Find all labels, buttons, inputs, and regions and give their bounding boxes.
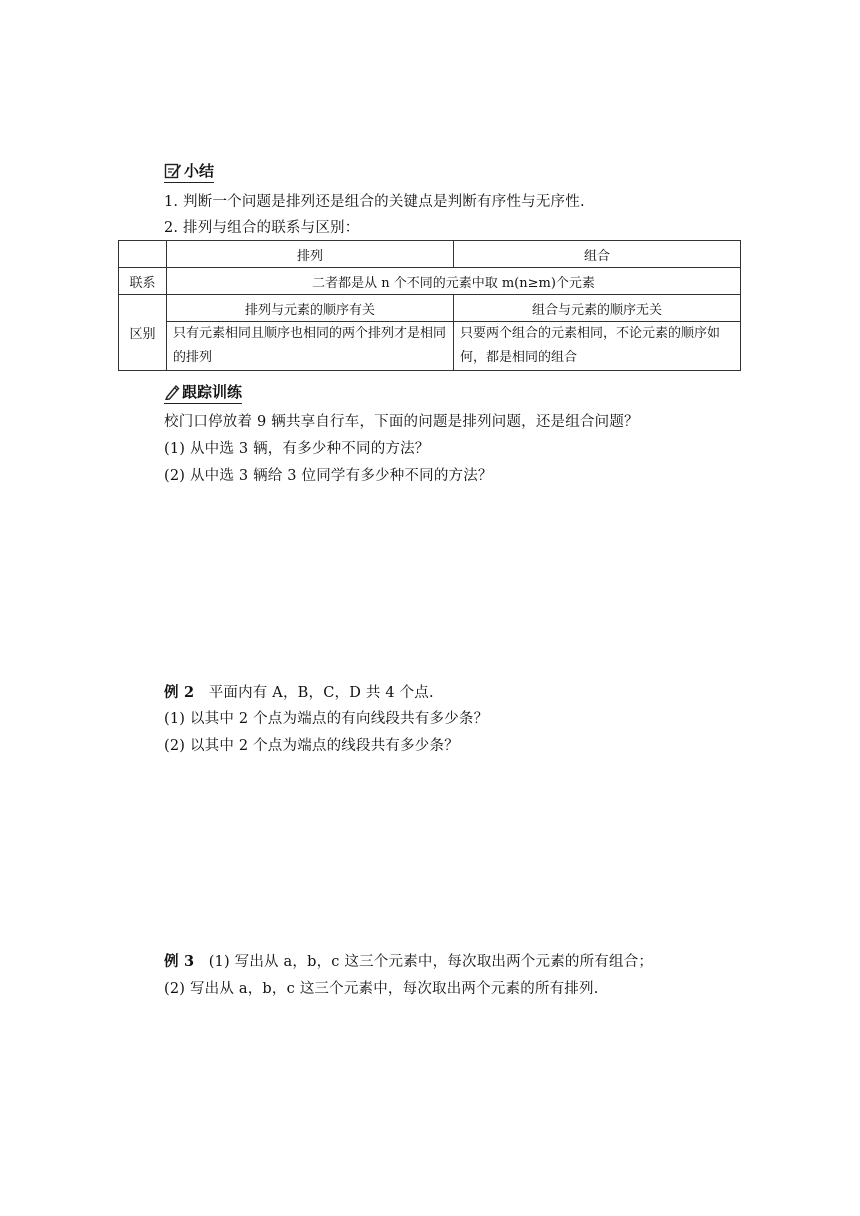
practice-question-1: (1) 从中选 3 辆，有多少种不同的方法？ [164,441,430,457]
example-2-statement [164,681,434,702]
practice-heading-text: 跟踪训练 [182,383,243,401]
table-link-text: 二者都是从 n 个不同的元素中取 m(n≥m)个元素 [167,268,741,295]
table-row-link [119,268,741,295]
example-2-question-2: (2) 以其中 2 个点为端点的线段共有多少条？ [164,738,459,754]
table-row-label-link: 联系 [119,268,167,295]
practice-heading [164,381,242,404]
table-comb-same: 只要两个组合的元素相同，不论元素的顺序如何，都是相同的组合 [454,322,741,371]
summary-point-2: 2. 排列与组合的联系与区别： [164,220,360,236]
example-2-text: 平面内有 A，B，C，D 共 4 个点. [208,685,434,701]
table-row-diff-order [119,295,741,322]
table-header-row [119,241,741,268]
example-3-statement [164,950,653,971]
pen-icon [164,383,180,400]
table-header-permutation: 排列 [167,241,454,268]
table-perm-order: 排列与元素的顺序有关 [167,295,454,322]
note-pencil-icon [164,162,182,180]
summary-heading-text: 小结 [184,162,215,180]
practice-question-2: (2) 从中选 3 辆给 3 位同学有多少种不同的方法？ [164,468,493,484]
table-corner-cell [119,241,167,268]
table-header-combination: 组合 [454,241,741,268]
table-row-diff-same [119,322,741,371]
example-3-question-2: (2) 写出从 a，b，c 这三个元素中，每次取出两个元素的所有排列. [164,981,599,997]
example-2-question-1: (1) 以其中 2 个点为端点的有向线段共有多少条？ [164,711,489,727]
example-2-label: 例 2 [164,684,195,701]
table-row-label-diff: 区别 [119,295,167,371]
summary-point-1: 1. 判断一个问题是排列还是组合的关键点是判断有序性与无序性. [164,194,585,210]
comparison-table [118,240,741,371]
example-3-question-1: (1) 写出从 a，b，c 这三个元素中，每次取出两个元素的所有组合； [208,954,654,970]
table-comb-order: 组合与元素的顺序无关 [454,295,741,322]
practice-intro: 校门口停放着 9 辆共享自行车，下面的问题是排列问题，还是组合问题？ [164,414,639,430]
summary-heading [164,160,214,183]
example-3-label: 例 3 [164,953,195,970]
table-perm-same: 只有元素相同且顺序也相同的两个排列才是相同的排列 [167,322,454,371]
